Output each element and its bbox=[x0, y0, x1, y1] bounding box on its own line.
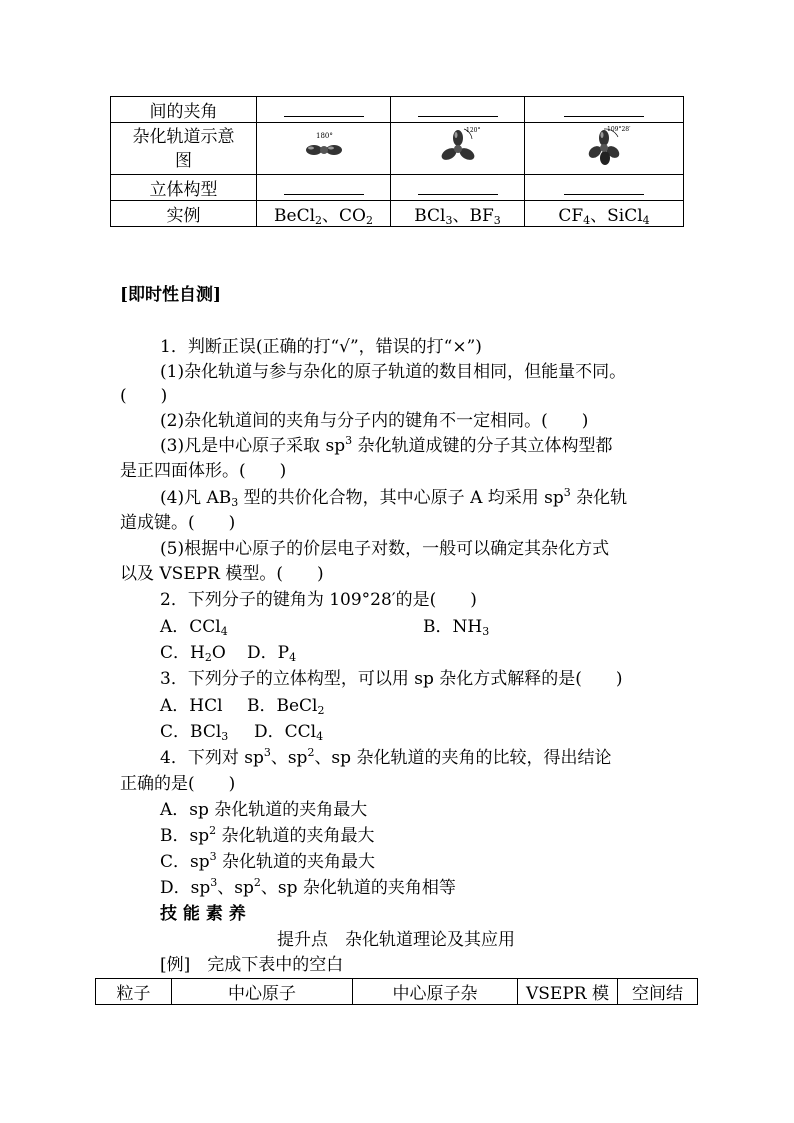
svg-text:120°: 120° bbox=[465, 127, 480, 134]
q3-option-a[interactable]: A．HCl bbox=[160, 696, 223, 716]
q1-item-1: (1)杂化轨道与参与杂化的原子轨道的数目相同，但能量不同。 bbox=[160, 362, 627, 382]
sp3-orbital-diagram bbox=[525, 123, 684, 175]
point-heading: 提升点 杂化轨道理论及其应用 bbox=[277, 930, 515, 950]
sp-orbital-diagram bbox=[257, 123, 391, 175]
row-label-diagram: 杂化轨道示意 图 bbox=[111, 123, 257, 175]
q1-item-3: (3)凡是中心原子采取 $sp^3$ 杂化轨道成键的分子其立体构型都 bbox=[160, 434, 613, 456]
answer-blank[interactable] bbox=[418, 98, 498, 117]
q2-option-d[interactable]: D．$P_4$ bbox=[247, 643, 297, 664]
header-central-atom: 中心原子 bbox=[172, 979, 353, 1005]
q2-stem: 2．下列分子的键角为 109°28′的是( ) bbox=[160, 590, 477, 610]
q1-item-5: (5)根据中心原子的价层电子对数，一般可以确定其杂化方式 bbox=[160, 539, 610, 559]
q1-stem: 1．判断正误(正确的打“√”，错误的打“×”) bbox=[160, 337, 482, 357]
q4-stem: 4．下列对 $sp^3$、$sp^2$、sp 杂化轨道的夹角的比较，得出结论 bbox=[160, 746, 612, 768]
header-particle: 粒子 bbox=[96, 979, 172, 1005]
q3-option-d[interactable]: D．CCl$_4$ bbox=[254, 722, 324, 743]
hybrid-orbital-table bbox=[110, 96, 684, 227]
answer-blank[interactable] bbox=[564, 176, 644, 195]
sp2-trigonal-icon bbox=[428, 123, 488, 169]
practice-table bbox=[95, 978, 698, 1005]
q2-option-c[interactable]: C．$H_2O$ bbox=[160, 643, 226, 664]
example-cell: BeCl$_2$、$CO_2$ bbox=[257, 201, 391, 227]
row-label-shape: 立体构型 bbox=[111, 175, 257, 201]
q3-option-b[interactable]: B．BeCl$_2$ bbox=[247, 696, 325, 717]
q4-option-d[interactable]: D．$sp^3$、$sp^2$、sp 杂化轨道的夹角相等 bbox=[160, 876, 456, 898]
q3-stem: 3．下列分子的立体构型，可以用 sp 杂化方式解释的是( ) bbox=[160, 669, 623, 689]
sp3-tetrahedral-icon bbox=[574, 123, 634, 169]
answer-blank[interactable] bbox=[418, 176, 498, 195]
svg-text:109°28′: 109°28′ bbox=[607, 126, 631, 133]
header-shape: 空间结 bbox=[618, 979, 698, 1005]
q1-item-4: (4)凡 $AB_3$ 型的共价化合物，其中心原子 A 均采用 $sp^3$ 杂化轨 bbox=[160, 486, 628, 509]
q2-option-b[interactable]: B．$NH_3$ bbox=[423, 617, 490, 638]
q1-item-1-bracket[interactable]: ( ) bbox=[120, 386, 168, 406]
q1-item-5-cont: 以及 VSEPR 模型。( ) bbox=[120, 564, 324, 584]
header-hybridization: 中心原子杂 bbox=[353, 979, 518, 1005]
q2-option-a[interactable]: A．CCl$_4$ bbox=[160, 617, 228, 638]
svg-text:180°: 180° bbox=[315, 132, 333, 140]
skills-heading: 技 能 素 养 bbox=[160, 904, 246, 924]
example-cell: $CF_4$、SiCl$_4$ bbox=[525, 201, 684, 227]
row-label-example: 实例 bbox=[111, 201, 257, 227]
q1-item-4-cont: 道成键。( ) bbox=[120, 513, 236, 533]
answer-blank[interactable] bbox=[564, 98, 644, 117]
example-cell: BCl$_3$、$BF_3$ bbox=[391, 201, 525, 227]
answer-blank[interactable] bbox=[284, 98, 364, 117]
q4-option-a[interactable]: A．sp 杂化轨道的夹角最大 bbox=[160, 800, 368, 820]
q1-item-3-cont: 是正四面体形。( ) bbox=[120, 461, 287, 481]
example-line: [例] 完成下表中的空白 bbox=[160, 955, 344, 975]
q4-stem-cont: 正确的是( ) bbox=[120, 774, 236, 794]
q1-item-2: (2)杂化轨道间的夹角与分子内的键角不一定相同。( ) bbox=[160, 411, 589, 431]
section-title: [即时性自测] bbox=[120, 285, 222, 305]
answer-blank[interactable] bbox=[284, 176, 364, 195]
q3-option-c[interactable]: C．BCl$_3$ bbox=[160, 722, 229, 743]
q4-option-c[interactable]: C．$sp^3$ 杂化轨道的夹角最大 bbox=[160, 850, 376, 872]
header-vsepr: VSEPR 模 bbox=[518, 979, 618, 1005]
q4-option-b[interactable]: B．$sp^2$ 杂化轨道的夹角最大 bbox=[160, 824, 375, 846]
sp-linear-icon bbox=[294, 126, 354, 166]
sp2-orbital-diagram bbox=[391, 123, 525, 175]
row-label-angle: 间的夹角 bbox=[111, 97, 257, 123]
